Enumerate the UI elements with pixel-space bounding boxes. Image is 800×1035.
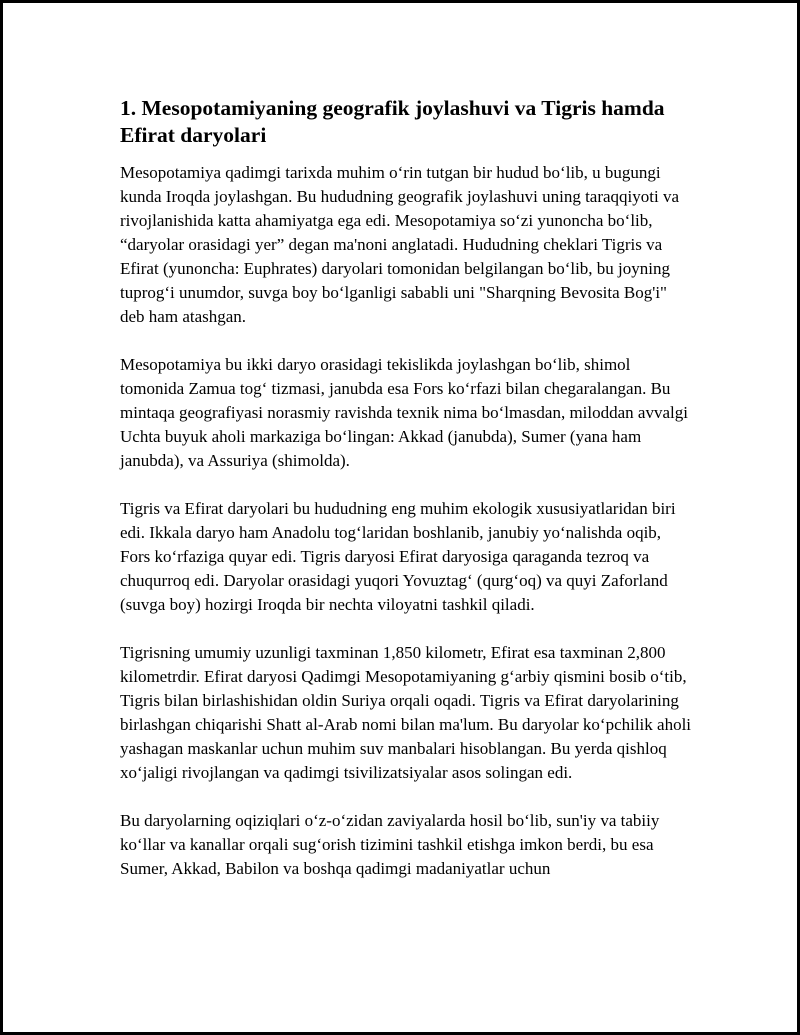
paragraph-1: Mesopotamiya qadimgi tarixda muhim o‘rin tutgan bir hudud bo‘lib, u bugungi kunda Iroqda joylashgan. Bu hududning geografik joylashuvi uning taraqqiyoti va rivojlanishida katta ahamiyatga ega edi. Mesopotamiya so‘zi yunoncha bo‘lib, “daryolar orasidagi yer” degan ma'noni anglatadi. Hududning cheklari Tigris va Efirat (yunoncha: Euphrates) daryolari tomonidan belgilangan bo‘lib, bu joyning tuprog‘i unumdor, suvga boy bo‘lganligi sababli uni "Sharqning Bevosita Bog'i" deb ham atashgan.	[120, 163, 680, 326]
document-body	[120, 95, 695, 905]
paragraph-3: Tigris va Efirat daryolari bu hududning eng muhim ekologik xususiyatlaridan biri edi. Ikkala daryo ham Anadolu tog‘laridan boshlanib, janubiy yo‘nalishda oqib, Fors ko‘rfaziga quyar edi. Tigris daryosi Efirat daryosiga qaraganda tezroq va chuqurroq edi. Daryolar orasidagi yuqori Yovuztag‘ (qurg‘oq) va quyi Zaforland (suvga boy) hozirgi Iroqda bir nechta viloyatni tashkil qiladi.	[120, 499, 676, 614]
paragraph-2: Mesopotamiya bu ikki daryo orasidagi tekislikda joylashgan bo‘lib, shimol tomonida Zamua tog‘ tizmasi, janubda esa Fors ko‘rfazi bilan chegaralangan. Bu mintaqa geografiyasi norasmiy ravishda texnik nima bo‘lmasdan, miloddan avvalgi Uchta buyuk aholi markaziga bo‘lingan: Akkad (janubda), Sumer (yana ham janubda), va Assuriya (shimolda).	[120, 355, 688, 470]
section-heading: 1. Mesopotamiyaning geografik joylashuvi va Tigris hamda Efirat daryolari	[120, 96, 665, 147]
paragraph-4: Tigrisning umumiy uzunligi taxminan 1,850 kilometr, Efirat esa taxminan 2,800 kilometrdir. Efirat daryosi Qadimgi Mesopotamiyaning g‘arbiy qismini bosib o‘tib, Tigris bilan birlashishidan oldin Suriya orqali oqadi. Tigris va Efirat daryolarining birlashgan chiqarishi Shatt al-Arab nomi bilan ma'lum. Bu daryolar ko‘pchilik aholi yashagan maskanlar uchun muhim suv manbalari hisoblangan. Bu yerda qishloq xo‘jaligi rivojlangan va qadimgi tsivilizatsiyalar asos solingan edi.	[120, 643, 692, 782]
paragraph-5: Bu daryolarning oqiziqlari o‘z-o‘zidan zaviyalarda hosil bo‘lib, sun'iy va tabiiy ko‘llar va kanallar orqali sug‘orish tizimini tashkil etishga imkon berdi, bu esa Sumer, Akkad, Babilon va boshqa qadimgi madaniyatlar uchun	[120, 811, 660, 878]
